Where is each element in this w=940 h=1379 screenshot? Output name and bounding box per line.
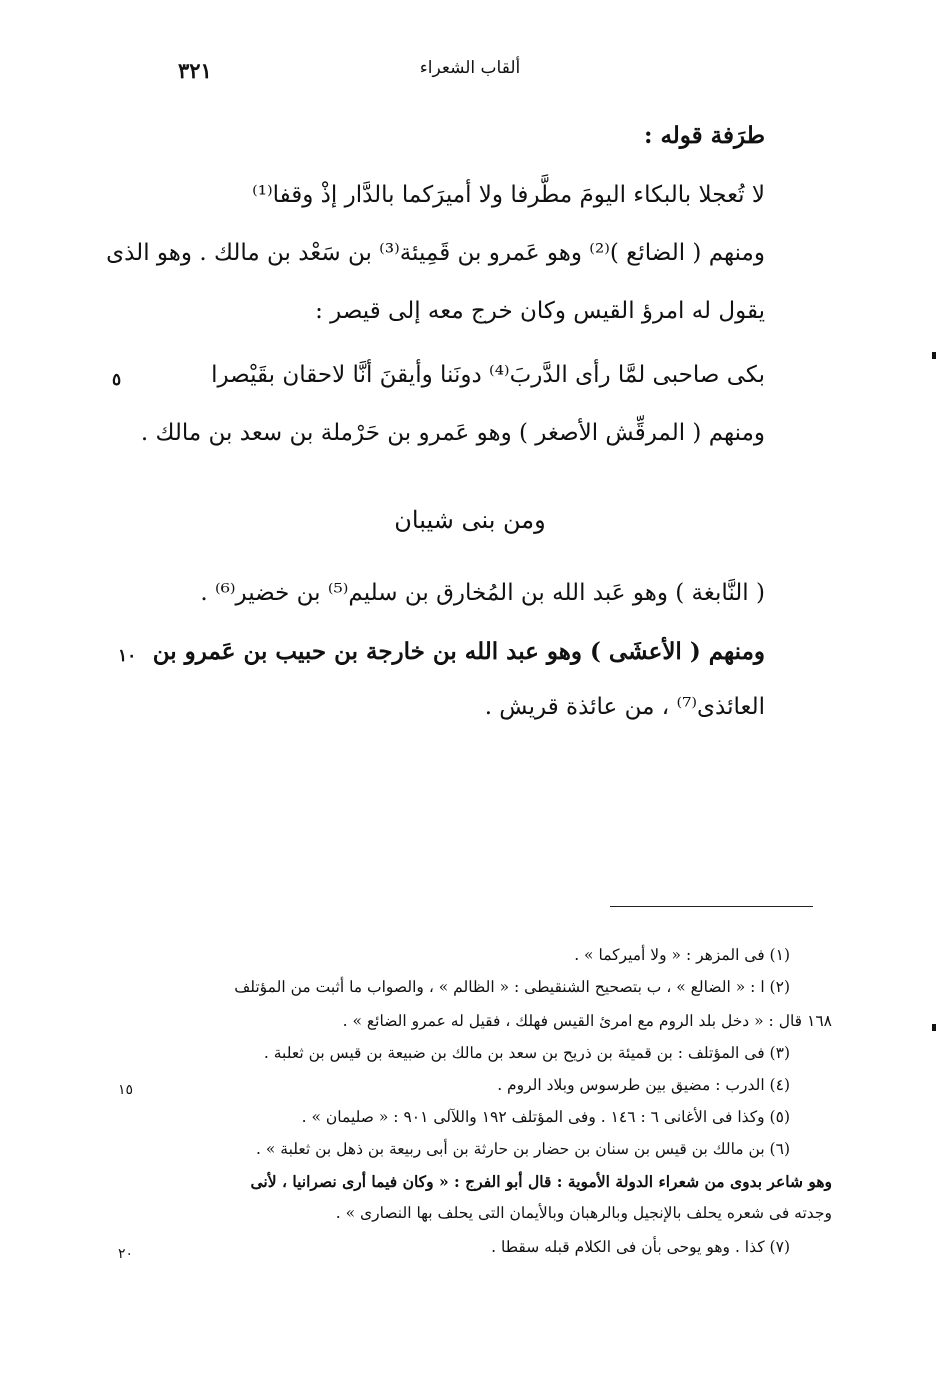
footnote-line: (٥) وكذا فى الأغانى ٦ : ١٤٦ . وفى المؤتلف ١٩٢ واللآلى ٩٠١ : « صليمان » . <box>301 1108 790 1126</box>
body-line: ( النَّابغة ) وهو عَبد الله بن المُخارق بن سليم⁽⁵⁾ بن خضير⁽⁶⁾ . <box>200 580 765 606</box>
footnote-line: وهو شاعر بدوى من شعراء الدولة الأموية : قال أبو الفرج : « وكان فيما أرى نصرانيا ، لأنى <box>250 1172 832 1191</box>
scan-mark <box>932 1024 936 1031</box>
verse-line: لا تُعجلا بالبكاء اليومَ مطَّرفا ولا أميرَكما بالدَّار إذْ وقفا⁽¹⁾ <box>252 182 765 208</box>
page-number: ٣٢١ <box>178 58 212 83</box>
body-line: العائذى⁽⁷⁾ ، من عائذة قريش . <box>484 694 765 720</box>
footnote-line: (٦) بن مالك بن قيس بن سنان بن حضار بن حارثة بن أبى ربيعة بن ذهل بن ثعلبة » . <box>256 1140 790 1158</box>
running-header-title: ألقاب الشعراء <box>419 58 521 78</box>
margin-line-number: ١٠ <box>118 646 137 666</box>
margin-line-number: ١٥ <box>118 1082 134 1098</box>
footnote-line: (١) فى المزهر : « ولا أميركما » . <box>574 946 790 964</box>
footnote-line: (٤) الدرب : مضيق بين طرسوس وبلاد الروم . <box>497 1076 790 1094</box>
margin-line-number: ٥ <box>112 370 122 390</box>
footnote-line: ١٦٨ قال : « دخل بلد الروم مع امرئ القيس فهلك ، فقيل له عمرو الضائع » . <box>342 1012 832 1030</box>
body-line: طرَفة قوله : <box>643 122 765 149</box>
body-line: يقول له امرؤ القيس وكان خرج معه إلى قيصر : <box>315 298 765 324</box>
section-heading: ومن بنى شيبان <box>394 506 546 534</box>
scan-mark <box>932 352 936 359</box>
footnote-separator <box>610 906 813 907</box>
footnote-line: (٢) ا : « الضالع » ، ب بتصحيح الشنقيطى : « الظالم » ، والصواب ما أثبت من المؤتلف <box>234 978 790 996</box>
verse-line: بكى صاحبى لمَّا رأى الدَّربَ⁽⁴⁾ دونَنا وأيقنَ أنَّا لاحقان بقَيْصرا <box>211 362 765 388</box>
body-line: ومنهم ( الضائع )⁽²⁾ وهو عَمرو بن قَمِيئة⁽³⁾ بن سَعْد بن مالك . وهو الذى <box>106 240 765 266</box>
body-line: ومنهم ( الأعشَى ) وهو عبد الله بن خارجة بن حبيب بن عَمرو بن <box>152 638 765 665</box>
body-line: ومنهم ( المرقِّش الأصغر ) وهو عَمرو بن حَرْملة بن سعد بن مالك . <box>140 420 765 446</box>
footnote-line: (٣) فى المؤتلف : بن قميئة بن ذريح بن سعد بن مالك بن ضبيعة بن قيس بن ثعلبة . <box>263 1044 790 1062</box>
footnote-line: (٧) كذا . وهو يوحى بأن فى الكلام قبله سقطا . <box>491 1238 790 1256</box>
footnote-line: وجدته فى شعره يحلف بالإنجيل وبالرهبان وبالأيمان التى يحلف بها النصارى » . <box>335 1204 832 1222</box>
margin-line-number: ٢٠ <box>118 1246 134 1262</box>
